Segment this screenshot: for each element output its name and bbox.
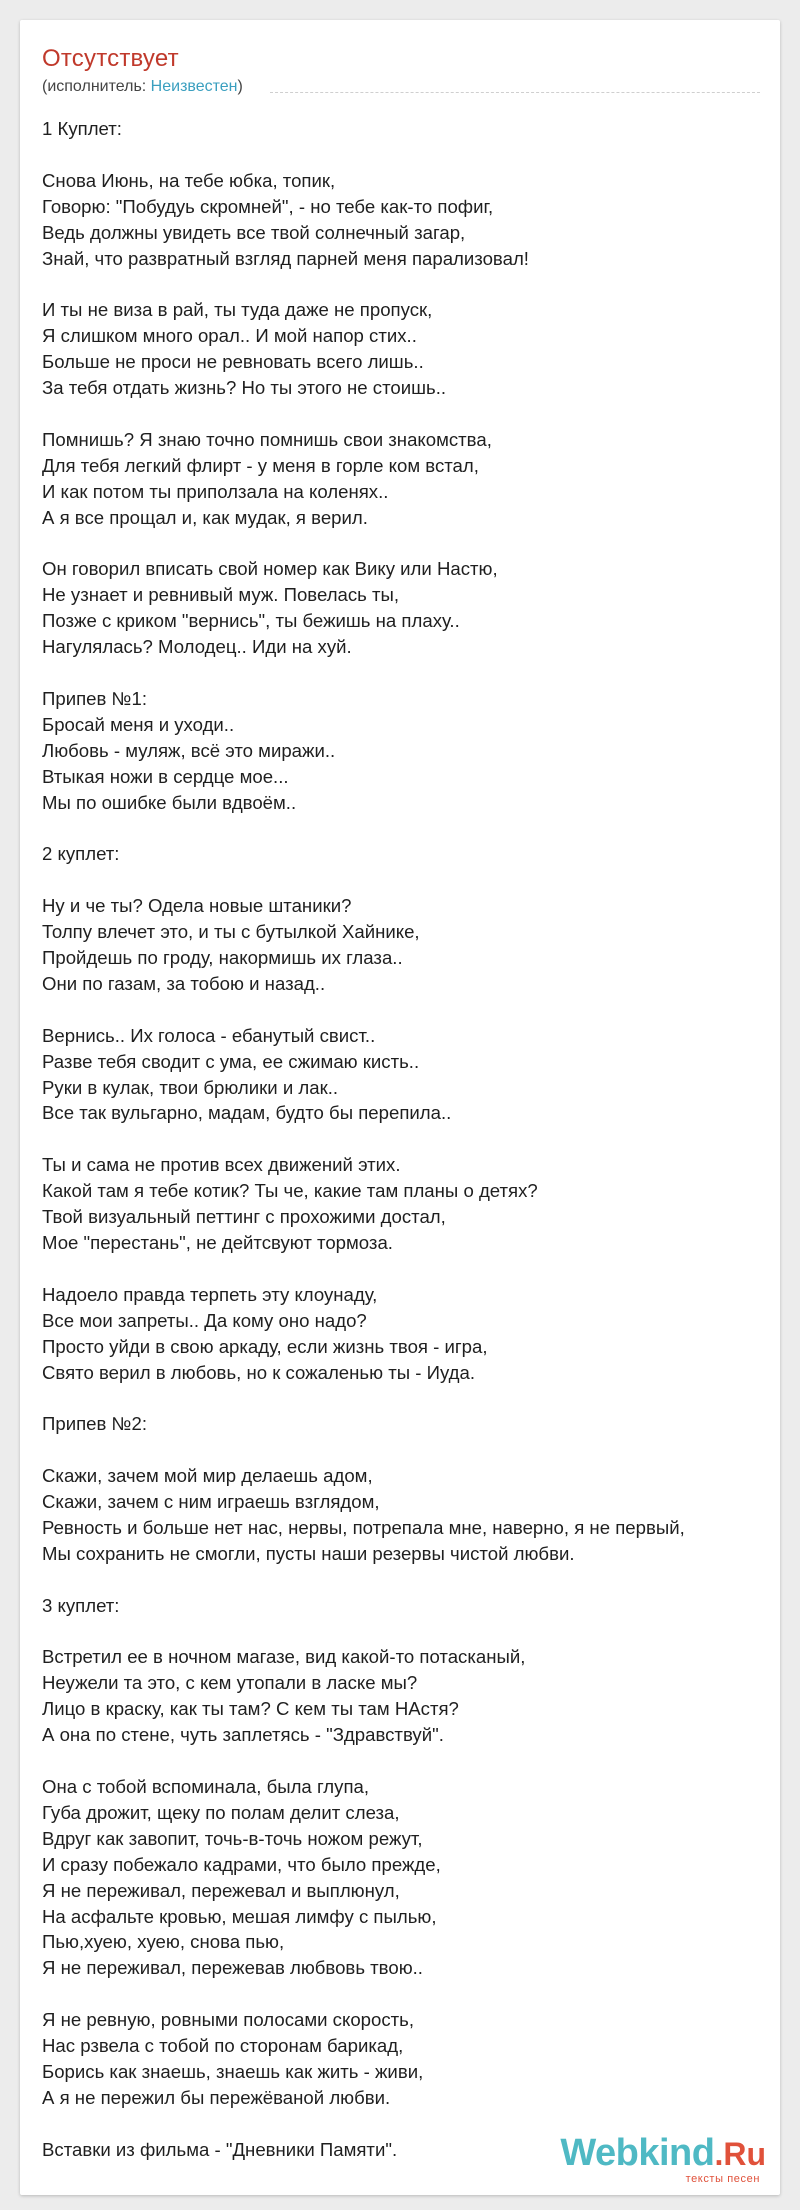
lyric-line [42, 1619, 762, 1645]
lyric-line: 3 куплет: [42, 1594, 120, 1616]
lyric-line: Губа дрожит, щеку по полам делит слеза, [42, 1801, 400, 1823]
lyric-line: Нагулялась? Молодец.. Иди на хуй. [42, 636, 352, 658]
lyric-line: Ревность и больше нет нас, нервы, потрепала мне, наверно, я не первый, [42, 1516, 685, 1538]
lyric-line: Ты и сама не против всех движений этих. [42, 1154, 401, 1176]
lyric-line: Он говорил вписать свой номер как Вику или Настю, [42, 558, 498, 580]
lyric-line: Все мои запреты.. Да кому оно надо? [42, 1309, 367, 1331]
artist-link[interactable]: Неизвестен [150, 78, 238, 95]
lyric-line: И сразу побежало кадрами, что было прежде, [42, 1853, 441, 1875]
logo-suffix: .Ru [714, 2136, 766, 2172]
lyric-line: Скажи, зачем мой мир делаешь адом, [42, 1465, 373, 1487]
header-divider [270, 92, 760, 93]
lyric-line: Просто уйди в свою аркаду, если жизнь твоя - игра, [42, 1335, 488, 1357]
lyric-line [42, 1256, 762, 1282]
lyric-line: А она по стене, чуть заплетясь - "Здравствуй". [42, 1724, 444, 1746]
lyric-line: Все так вульгарно, мадам, будто бы перепила.. [42, 1102, 452, 1124]
lyric-line [42, 867, 762, 893]
lyric-line: Неужели та это, с кем утопали в ласке мы? [42, 1672, 418, 1694]
lyric-line: А я все прощал и, как мудак, я верил. [42, 506, 368, 528]
lyric-line: Мы по ошибке были вдвоём.. [42, 791, 297, 813]
lyric-line: И ты не виза в рай, ты туда даже не пропуск, [42, 299, 433, 321]
lyric-line: Не узнает и ревнивый муж. Повелась ты, [42, 584, 400, 606]
lyric-line: Припев №2: [42, 1413, 147, 1435]
lyric-line [42, 1126, 762, 1152]
lyric-line [42, 1567, 762, 1593]
lyric-line: Руки в кулак, твои брюлики и лак.. [42, 1076, 339, 1098]
lyric-line: И как потом ты приползала на коленях.. [42, 480, 389, 502]
lyric-line [42, 401, 762, 427]
lyric-line: Ну и че ты? Одела новые штаники? [42, 895, 352, 917]
logo-subtitle: тексты песен [685, 2173, 760, 2185]
lyric-line: Втыкая ножи в сердце мое... [42, 765, 289, 787]
lyric-line: Нас рзвела с тобой по сторонам барикад, [42, 2035, 404, 2057]
lyric-line: 2 куплет: [42, 843, 120, 865]
lyric-line: Лицо в краску, как ты там? С кем ты там НАстя? [42, 1698, 459, 1720]
lyric-line: Встретил ее в ночном магазе, вид какой-то потасканый, [42, 1646, 526, 1668]
lyric-line: Скажи, зачем с ним играешь взглядом, [42, 1491, 380, 1513]
lyrics-card [20, 20, 780, 2195]
site-logo[interactable] [560, 2134, 766, 2185]
lyric-line [42, 271, 762, 297]
lyric-line: Борись как знаешь, знаешь как жить - живи, [42, 2060, 424, 2082]
lyric-line: Мое "перестань", не дейтсвуют тормоза. [42, 1231, 393, 1253]
lyric-line: Говорю: "Побудуь скромней", - но тебе как-то пофиг, [42, 195, 494, 217]
lyric-line [42, 1981, 762, 2007]
lyric-line: А я не пережил бы пережёваной любви. [42, 2086, 391, 2108]
lyric-line: Помнишь? Я знаю точно помнишь свои знакомства, [42, 428, 492, 450]
lyric-line: Вернись.. Их голоса - ебанутый свист.. [42, 1024, 376, 1046]
lyric-line: Вдруг как завопит, точь-в-точь ножом режут, [42, 1827, 423, 1849]
lyric-line [42, 1748, 762, 1774]
lyric-line: Я не ревную, ровными полосами скорость, [42, 2009, 415, 2031]
lyric-line: Твой визуальный петтинг с прохожими достал, [42, 1206, 446, 1228]
lyric-line: Для тебя легкий флирт - у меня в горле ком встал, [42, 454, 479, 476]
lyric-line: Я слишком много орал.. И мой напор стих.. [42, 325, 417, 347]
artist-prefix: (исполнитель: [42, 78, 151, 95]
lyric-line [42, 815, 762, 841]
artist-line [42, 76, 243, 98]
lyric-line: Бросай меня и уходи.. [42, 713, 235, 735]
lyric-line: Она с тобой вспоминала, была глупа, [42, 1776, 370, 1797]
lyric-line [42, 142, 762, 168]
lyric-line: Ведь должны увидеть все твой солнечный загар, [42, 221, 466, 243]
song-title: Отсутствует [42, 45, 179, 72]
lyric-line: Какой там я тебе котик? Ты че, какие там планы о детях? [42, 1180, 538, 1202]
artist-suffix: ) [237, 78, 243, 95]
lyric-line [42, 1385, 762, 1411]
lyric-line: Позже с криком "вернись", ты бежишь на плаху.. [42, 610, 460, 632]
lyric-line [42, 531, 762, 557]
lyric-line: Пройдешь по гроду, накормишь их глаза.. [42, 947, 403, 968]
lyric-line: Разве тебя сводит с ума, ее сжимаю кисть.. [42, 1050, 420, 1072]
lyric-line: Вставки из фильма - "Дневники Памяти". [42, 2138, 398, 2160]
lyric-line: Толпу влечет это, и ты с бутылкой Хайнике, [42, 921, 420, 943]
lyric-line: Я не переживал, пережевал и выплюнул, [42, 1879, 400, 1901]
lyric-line [42, 1437, 762, 1463]
lyric-line: Припев №1: [42, 687, 147, 709]
lyric-line: Больше не проси не ревновать всего лишь.. [42, 351, 424, 373]
logo-wordmark: Webkind [560, 2132, 715, 2174]
lyric-line: Знай, что развратный взгляд парней меня парализовал! [42, 247, 529, 269]
lyric-line: Надоело правда терпеть эту клоунаду, [42, 1283, 378, 1305]
lyric-line: Снова Июнь, на тебе юбка, топик, [42, 169, 336, 191]
lyric-line: За тебя отдать жизнь? Но ты этого не стоишь.. [42, 377, 447, 399]
lyric-line: Пью,хуею, хуею, снова пью, [42, 1931, 285, 1953]
lyric-line: Свято верил в любовь, но к сожаленью ты - Иуда. [42, 1361, 476, 1383]
lyrics-text [42, 116, 762, 2163]
lyric-line: Любовь - муляж, всё это миражи.. [42, 739, 336, 761]
lyric-line: Я не переживал, пережевав любвовь твою.. [42, 1957, 423, 1979]
lyric-line [42, 997, 762, 1023]
lyric-line [42, 660, 762, 686]
lyric-line: На асфальте кровью, мешая лимфу с пылью, [42, 1905, 437, 1927]
lyric-line: Они по газам, за тобою и назад.. [42, 972, 326, 994]
lyric-line: 1 Куплет: [42, 118, 122, 139]
lyric-line: Мы сохранить не смогли, пусты наши резервы чистой любви. [42, 1542, 575, 1564]
